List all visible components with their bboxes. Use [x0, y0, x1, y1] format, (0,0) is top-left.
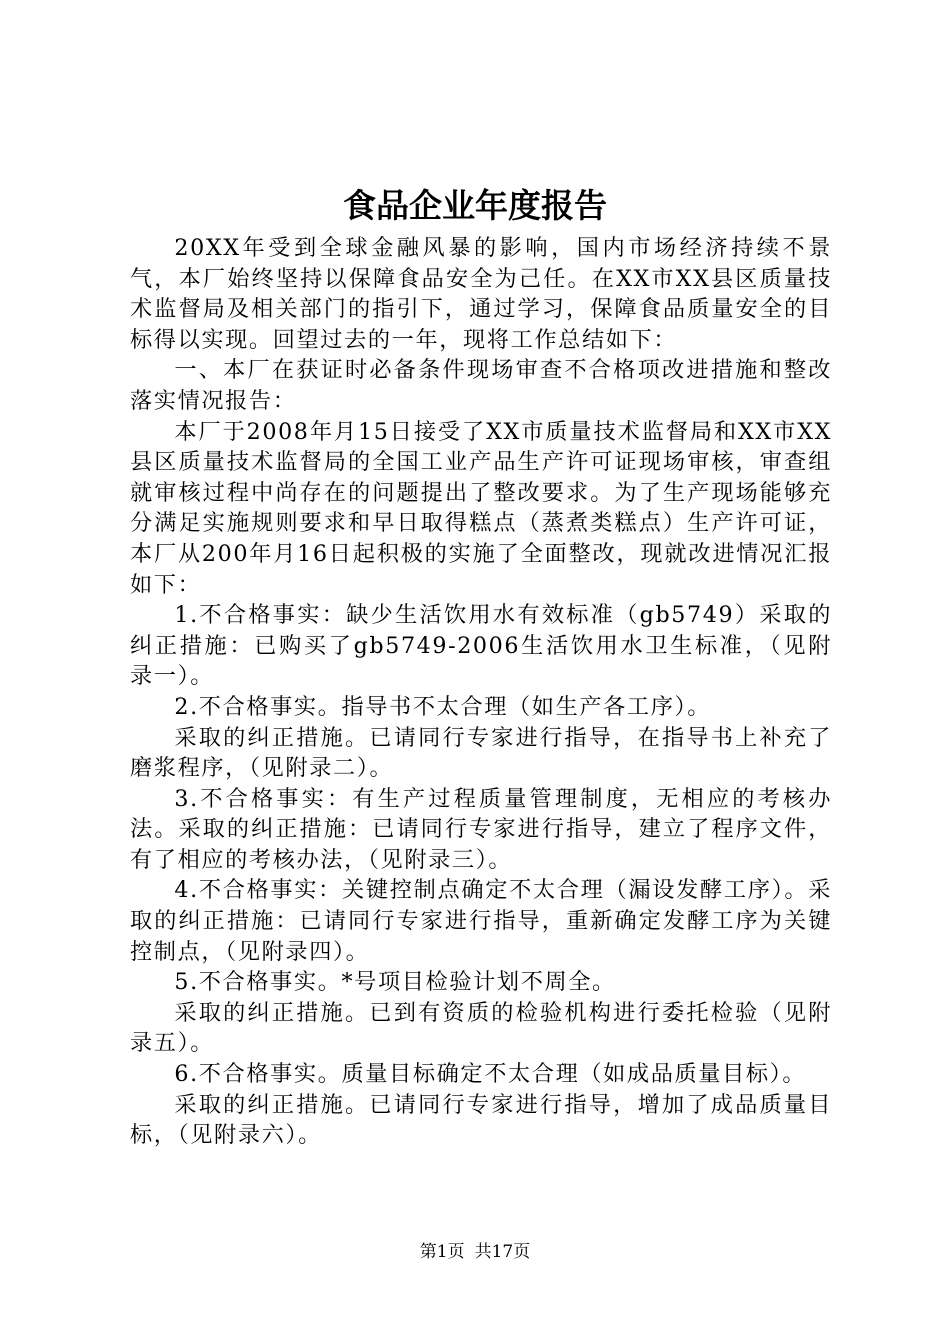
document-title: 食品企业年度报告: [343, 186, 607, 225]
paragraph-section-heading: 一、本厂在获证时必备条件现场审查不合格项改进措施和整改落实情况报告：: [130, 357, 832, 414]
page-footer: [0, 1240, 950, 1264]
paragraph-item-4: 4.不合格事实：关键控制点确定不太合理（漏设发酵工序）。采取的纠正措施：已请同行专家进行指导，重新确定发酵工序为关键控制点，（见附录四）。: [130, 877, 832, 965]
paragraph-item-3: 3.不合格事实：有生产过程质量管理制度，无相应的考核办法。采取的纠正措施：已请同行专家进行指导，建立了程序文件，有了相应的考核办法，（见附录三）。: [130, 785, 832, 873]
page-number: 第1页: [419, 1242, 465, 1262]
paragraph-audit-background: 本厂于2008年月15日接受了XX市质量技术监督局和XX市XX县区质量技术监督局的全国工业产品生产许可证现场审核，审查组就审核过程中尚存在的问题提出了整改要求。为了生产现场能够充分满足实施规则要求和早日取得糕点（蒸煮类糕点）生产许可证，本厂从200年月16日起积极的实施了全面整改，现就改进情况汇报如下：: [130, 418, 832, 598]
document-body: [130, 233, 832, 1151]
paragraph-item-6: 6.不合格事实。质量目标确定不太合理（如成品质量目标）。: [174, 1061, 807, 1088]
paragraph-item-2: 2.不合格事实。指导书不太合理（如生产各工序）。: [174, 693, 711, 720]
paragraph-item-2-measure: 采取的纠正措施。已请同行专家进行指导，在指导书上补充了磨浆程序，（见附录二）。: [130, 724, 832, 782]
paragraph-item-1: 1.不合格事实：缺少生活饮用水有效标准（gb5749）采取的纠正措施：已购买了gb5749-2006生活饮用水卫生标准，（见附录一）。: [130, 602, 832, 690]
paragraph-item-6-measure: 采取的纠正措施。已请同行专家进行指导，增加了成品质量目标，（见附录六）。: [130, 1091, 832, 1149]
paragraph-intro: 20XX年受到全球金融风暴的影响，国内市场经济持续不景气，本厂始终坚持以保障食品安全为己任。在XX市XX县区质量技术监督局及相关部门的指引下，通过学习，保障食品质量安全的目标得以实现。回望过去的一年，现将工作总结如下：: [130, 235, 832, 353]
paragraph-item-5: 5.不合格事实。*号项目检验计划不周全。: [174, 969, 616, 996]
page-total: 共17页: [474, 1242, 531, 1262]
paragraph-item-5-measure: 采取的纠正措施。已到有资质的检验机构进行委托检验（见附录五）。: [130, 999, 832, 1057]
